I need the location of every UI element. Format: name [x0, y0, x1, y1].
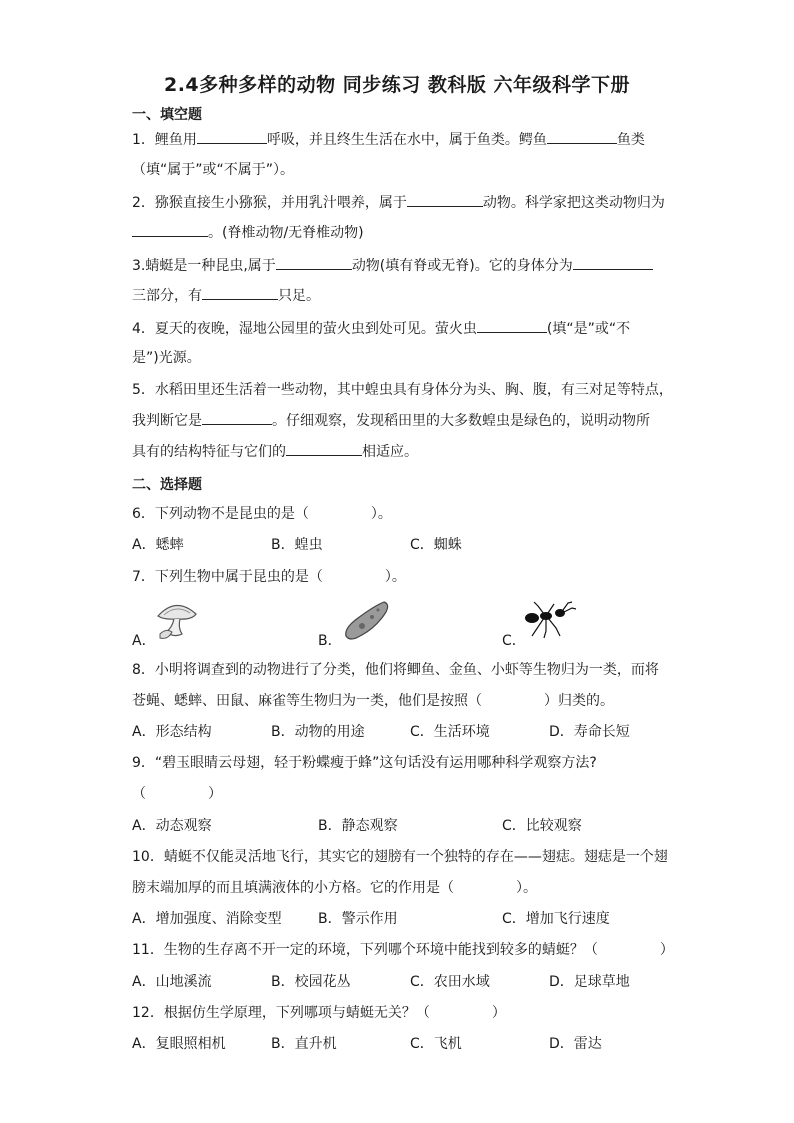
question-4-line-2: 是”)光源。: [132, 350, 201, 366]
question-4-line-1: 4．夏天的夜晚，湿地公园里的萤火虫到处可见。萤火虫 (填“是”或“不: [132, 318, 630, 339]
question-9-line-1: 9．“碧玉眼睛云母翅，轻于粉蝶瘦于蜂”这句话没有运用哪种科学观察方法?: [132, 755, 597, 771]
q8-option-a[interactable]: A．形态结构: [132, 724, 212, 740]
q11-option-a[interactable]: A．山地溪流: [132, 974, 212, 990]
q8-option-b[interactable]: B．动物的用途: [271, 724, 365, 740]
answer-blank[interactable]: [202, 285, 278, 300]
answer-blank[interactable]: [407, 192, 483, 207]
ant-icon[interactable]: [522, 600, 580, 640]
question-11-stem: 11．生物的生存离不开一定的环境，下列哪个环境中能找到较多的蜻蜓？（ ）: [132, 942, 674, 958]
question-2-line-2: 。(脊椎动物/无脊椎动物): [132, 222, 364, 243]
answer-blank[interactable]: [477, 318, 547, 333]
question-8-line-2: 苍蝇、蟋蟀、田鼠、麻雀等生物归为一类，他们是按照（ ）归类的。: [132, 693, 614, 709]
q6-option-a[interactable]: A．蟋蟀: [132, 537, 184, 553]
section-fill-in: 一、填空题: [132, 107, 202, 123]
answer-blank[interactable]: [286, 441, 362, 456]
q11-option-d[interactable]: D．足球草地: [549, 974, 630, 990]
q9-option-c[interactable]: C．比较观察: [502, 818, 582, 834]
q9-option-b[interactable]: B．静态观察: [318, 818, 398, 834]
q7-option-b-label[interactable]: B．: [318, 633, 342, 649]
answer-blank[interactable]: [547, 129, 617, 144]
question-9-line-2: （ ）: [132, 786, 222, 802]
q11-option-c[interactable]: C．农田水域: [410, 974, 490, 990]
q12-option-d[interactable]: D．雷达: [549, 1036, 602, 1052]
question-6-stem: 6．下列动物不是昆虫的是（ ）。: [132, 506, 392, 522]
question-10-line-1: 10．蜻蜓不仅能灵活地飞行，其实它的翅膀有一个独特的存在——翅痣。翅痣是一个翅: [132, 849, 668, 865]
answer-blank[interactable]: [276, 255, 352, 270]
q12-option-a[interactable]: A．复眼照相机: [132, 1036, 226, 1052]
q10-option-c[interactable]: C．增加飞行速度: [502, 911, 610, 927]
question-1-line-1: 1．鲤鱼用 呼吸，并且终生生活在水中，属于鱼类。鳄鱼 鱼类: [132, 129, 645, 150]
question-8-line-1: 8．小明将调查到的动物进行了分类，他们将鲫鱼、金鱼、小虾等生物归为一类，而将: [132, 662, 659, 678]
question-1-line-2: （填“属于”或“不属于”）。: [132, 162, 295, 178]
paramecium-icon[interactable]: [340, 598, 392, 642]
question-10-line-2: 膀末端加厚的而且填满液体的小方格。它的作用是（ ）。: [132, 880, 537, 896]
answer-blank[interactable]: [132, 222, 208, 237]
answer-blank[interactable]: [573, 255, 653, 270]
answer-blank[interactable]: [197, 129, 267, 144]
question-5-line-2: 我判断它是 。仔细观察，发现稻田里的大多数蝗虫是绿色的，说明动物所: [132, 410, 650, 431]
question-2-line-1: 2．猕猴直接生小猕猴，并用乳汁喂养，属于 动物。科学家把这类动物归为: [132, 192, 665, 213]
q12-option-b[interactable]: B．直升机: [271, 1036, 337, 1052]
q7-option-c-label[interactable]: C．: [502, 633, 526, 649]
question-7-stem: 7．下列生物中属于昆虫的是（ ）。: [132, 569, 406, 585]
q7-option-a-label[interactable]: A．: [132, 633, 156, 649]
q12-option-c[interactable]: C．飞机: [410, 1036, 462, 1052]
question-5-line-1: 5．水稻田里还生活着一些动物，其中蝗虫具有身体分为头、胸、腹，有三对足等特点，: [132, 382, 673, 398]
question-3-line-1: 3.蜻蜓是一种昆虫,属于 动物(填有脊或无脊)。它的身体分为: [132, 255, 653, 276]
q8-option-c[interactable]: C．生活环境: [410, 724, 490, 740]
section-multiple-choice: 二、选择题: [132, 477, 202, 493]
question-12-stem: 12．根据仿生学原理，下列哪项与蜻蜓无关？（ ）: [132, 1005, 506, 1021]
mushroom-icon[interactable]: [152, 598, 200, 642]
question-5-line-3: 具有的结构特征与它们的 相适应。: [132, 441, 418, 462]
answer-blank[interactable]: [202, 410, 272, 425]
q10-option-b[interactable]: B．警示作用: [318, 911, 398, 927]
q6-option-c[interactable]: C．蜘蛛: [410, 537, 462, 553]
q11-option-b[interactable]: B．校园花丛: [271, 974, 351, 990]
question-3-line-2: 三部分，有 只足。: [132, 285, 320, 306]
q10-option-a[interactable]: A．增加强度、消除变型: [132, 911, 282, 927]
q9-option-a[interactable]: A．动态观察: [132, 818, 212, 834]
q6-option-b[interactable]: B．蝗虫: [271, 537, 323, 553]
q8-option-d[interactable]: D．寿命长短: [549, 724, 630, 740]
page-title: 2.4多种多样的动物 同步练习 教科版 六年级科学下册: [163, 74, 630, 96]
